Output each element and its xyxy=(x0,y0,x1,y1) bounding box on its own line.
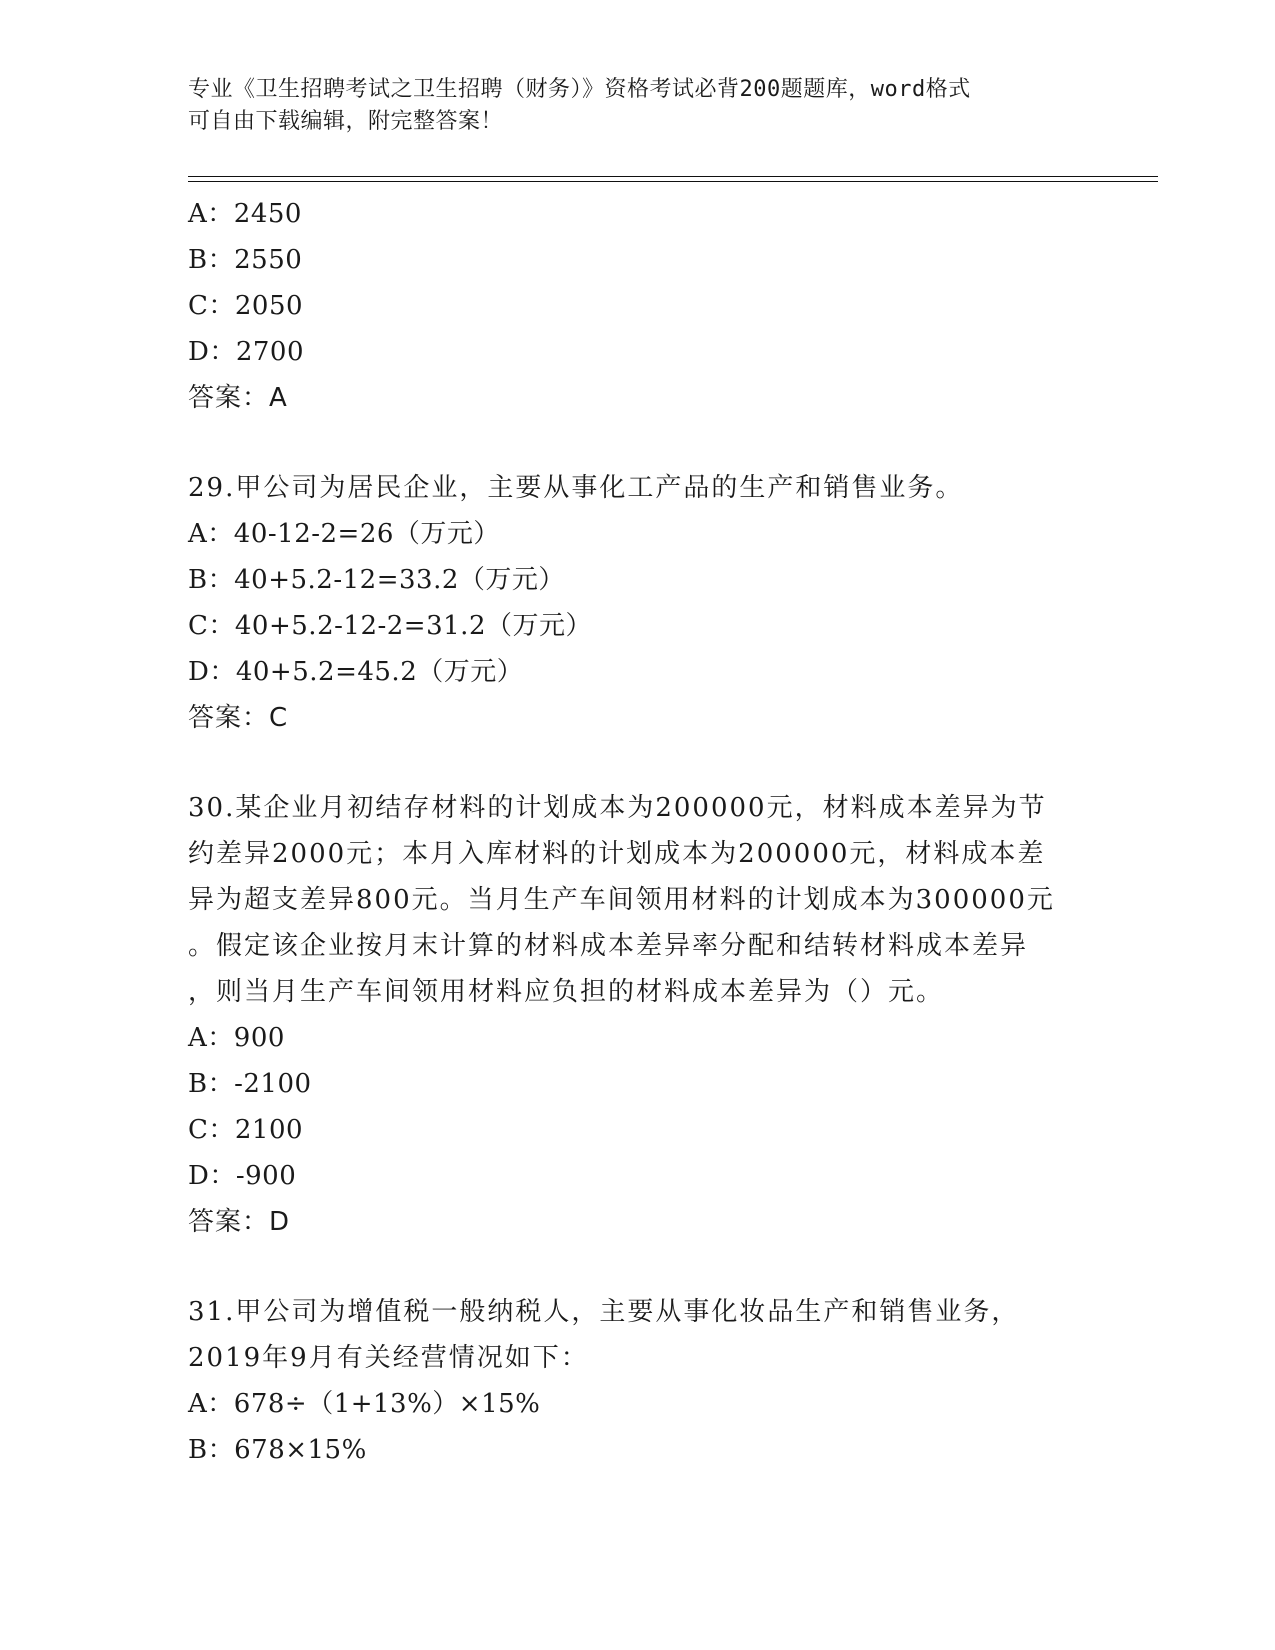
question-29 xyxy=(188,465,1068,741)
option-a: A：900 xyxy=(188,1023,285,1053)
option-d: D：40+5.2=45.2（万元） xyxy=(188,657,524,687)
stem-line: 30.某企业月初结存材料的计划成本为200000元，材料成本差异为节 xyxy=(188,793,1047,823)
option-b: B：2550 xyxy=(188,245,303,275)
stem-line: 31.甲公司为增值税一般纳税人，主要从事化妆品生产和销售业务， xyxy=(188,1297,1020,1327)
question-31 xyxy=(188,1289,1068,1473)
question-stem xyxy=(188,785,1068,1015)
option-a: A：40-12-2=26（万元） xyxy=(188,519,500,549)
stem-line: 29.甲公司为居民企业，主要从事化工产品的生产和销售业务。 xyxy=(188,473,964,503)
option-b: B：-2100 xyxy=(188,1069,312,1099)
stem-line: 约差异2000元；本月入库材料的计划成本为200000元，材料成本差 xyxy=(188,839,1046,869)
option-c: C：40+5.2-12-2=31.2（万元） xyxy=(188,611,592,641)
question-28 xyxy=(188,191,1068,421)
answer-line: 答案：A xyxy=(188,383,288,413)
option-a: A：2450 xyxy=(188,199,302,229)
stem-line: ，则当月生产车间领用材料应负担的材料成本差异为（）元。 xyxy=(188,977,945,1007)
question-stem xyxy=(188,465,1068,511)
question-list xyxy=(188,191,1068,1473)
stem-line: 2019年9月有关经营情况如下： xyxy=(188,1343,589,1373)
option-d: D：-900 xyxy=(188,1161,297,1191)
stem-line: 异为超支差异800元。当月生产车间领用材料的计划成本为300000元 xyxy=(188,885,1055,915)
stem-line: 。假定该企业按月末计算的材料成本差异率分配和结转材料成本差异 xyxy=(188,931,1029,961)
header-line-2: 可自由下载编辑，附完整答案！ xyxy=(188,109,504,134)
option-c: C：2100 xyxy=(188,1115,304,1145)
option-b: B：678×15% xyxy=(188,1435,367,1465)
question-stem xyxy=(188,1289,1068,1381)
header-line-1: 专业《卫生招聘考试之卫生招聘（财务）》资格考试必背200题题库，word格式 xyxy=(188,77,971,102)
header-divider-top xyxy=(188,176,1158,177)
option-b: B：40+5.2-12=33.2（万元） xyxy=(188,565,565,595)
answer-line: 答案：C xyxy=(188,703,289,733)
option-c: C：2050 xyxy=(188,291,304,321)
option-d: D：2700 xyxy=(188,337,305,367)
option-a: A：678÷（1+13%）×15% xyxy=(188,1389,541,1419)
header-divider-bottom xyxy=(188,181,1158,182)
question-30 xyxy=(188,785,1068,1245)
document-header xyxy=(188,74,1068,138)
answer-line: 答案：D xyxy=(188,1207,291,1237)
